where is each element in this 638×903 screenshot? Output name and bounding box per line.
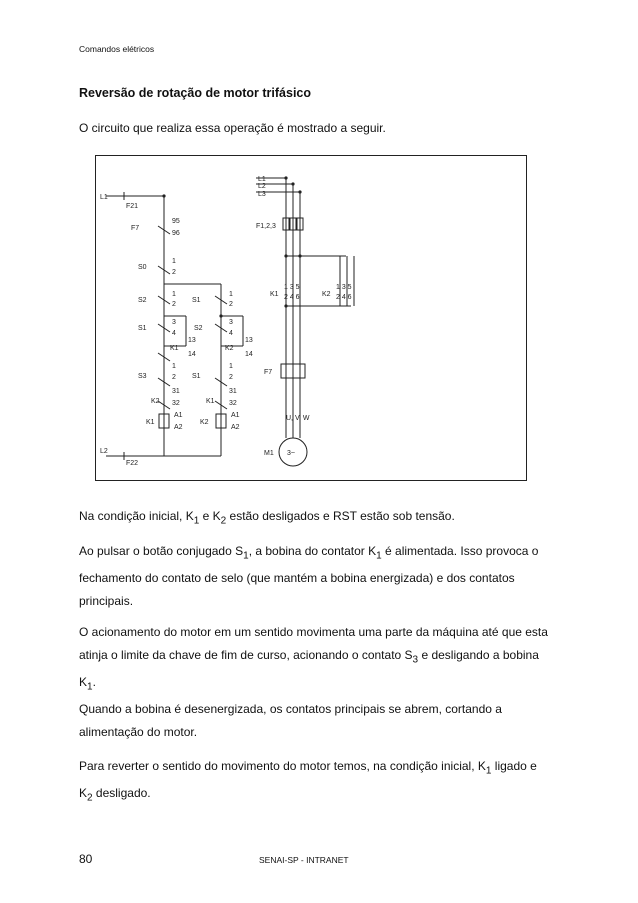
label-k1-coil: K1 [146, 419, 155, 426]
label-k1-14: 14 [188, 351, 196, 358]
label-l3-power: L3 [258, 191, 266, 198]
label-k1-31: 31 [229, 388, 237, 395]
paragraph-4: Quando a bobina é desenergizada, os contatos principais se abrem, cortando a alimentação do motor. [79, 702, 502, 739]
label-k1-32: 32 [229, 400, 237, 407]
label-s1-left-4: 4 [172, 330, 176, 337]
label-k1-13: 13 [188, 337, 196, 344]
page-number: 80 [79, 852, 93, 866]
label-k1-a2: A2 [174, 424, 183, 431]
label-s3-2: 2 [172, 374, 176, 381]
label-k2-power: K2 [322, 291, 331, 298]
label-s2: S2 [138, 297, 147, 304]
label-k2-13: 13 [245, 337, 253, 344]
label-k1-power: K1 [270, 291, 279, 298]
label-s1-low: S1 [192, 373, 201, 380]
label-s2-mid-3: 3 [229, 319, 233, 326]
label-l1-control: L1 [100, 194, 108, 201]
label-nc96: 96 [172, 230, 180, 237]
label-k1-bottom: 2 4 6 [284, 294, 300, 301]
label-k2-top: 1 3 5 [336, 284, 352, 291]
label-s2-mid: S2 [194, 325, 203, 332]
label-m1: M1 [264, 450, 274, 457]
intro-paragraph: O circuito que realiza essa operação é mostrado a seguir. [79, 121, 386, 135]
section-title: Reversão de rotação de motor trifásico [79, 86, 312, 100]
label-s1-mid-1: 1 [229, 291, 233, 298]
label-motor-terminals: U, V, W [286, 415, 310, 422]
label-k2-coil: K2 [200, 419, 209, 426]
label-l2-power: L2 [258, 183, 266, 190]
label-s2-1: 1 [172, 291, 176, 298]
label-k2-bottom: 2 4 6 [336, 294, 352, 301]
label-s1-mid-2: 2 [229, 301, 233, 308]
label-motor-3phase: 3~ [287, 450, 295, 457]
label-k1-seal: K1 [170, 345, 179, 352]
label-s1-mid: S1 [192, 297, 201, 304]
label-k1-top: 1 3 5 [284, 284, 300, 291]
label-k2-seal: K2 [225, 345, 234, 352]
label-nc95: 95 [172, 218, 180, 225]
label-s0: S0 [138, 264, 147, 271]
label-k2-14: 14 [245, 351, 253, 358]
label-l2-control: L2 [100, 448, 108, 455]
label-s3: S3 [138, 373, 147, 380]
paragraph-3: O acionamento do motor em um sentido movimenta uma parte da máquina até que esta atinja o limite da chave de fim de curso, acionando o contato $S_3$ e desligando a bobina $K_1$. [79, 625, 548, 693]
label-f7-power: F7 [264, 369, 273, 376]
label-k2-a2: A2 [231, 424, 240, 431]
label-f7-control: F7 [131, 225, 140, 232]
label-s1-low-1: 1 [229, 363, 233, 370]
label-s0-2: 2 [172, 269, 176, 276]
label-k2-31: 31 [172, 388, 180, 395]
label-s3-1: 1 [172, 363, 176, 370]
label-s1-left: S1 [138, 325, 147, 332]
label-s2-mid-4: 4 [229, 330, 233, 337]
label-s0-1: 1 [172, 258, 176, 265]
circuit-diagram [95, 155, 527, 481]
label-f22: F22 [126, 460, 139, 467]
paragraph-1: Na condição inicial, $K_1$ e $K_2$ estão desligados e RST estão sob tensão. [79, 509, 455, 527]
label-fuses: F1,2,3 [256, 223, 276, 230]
label-k1-a1: A1 [174, 412, 183, 419]
label-f21: F21 [126, 203, 139, 210]
label-k1-interlock: K1 [206, 398, 215, 405]
circuit-diagram-svg [96, 156, 526, 480]
label-s1-left-3: 3 [172, 319, 176, 326]
paragraph-5: Para reverter o sentido do movimento do motor temos, na condição inicial, $K_1$ ligado e $K_2$ desligado. [79, 759, 537, 804]
label-s1-low-2: 2 [229, 374, 233, 381]
label-l1-power: L1 [258, 176, 266, 183]
label-k2-interlock: K2 [151, 398, 160, 405]
label-k2-a1: A1 [231, 412, 240, 419]
running-header: Comandos elétricos [79, 44, 155, 54]
label-k2-32: 32 [172, 400, 180, 407]
paragraph-2: Ao pulsar o botão conjugado $S_1$, a bobina do contator $K_1$ é alimentada. Isso provoca o fechamento do contato de selo (que mantém a bobina energizada) e dos contatos principais. [79, 544, 539, 609]
label-s2-2: 2 [172, 301, 176, 308]
footer-publisher: SENAI-SP - INTRANET [259, 855, 349, 865]
